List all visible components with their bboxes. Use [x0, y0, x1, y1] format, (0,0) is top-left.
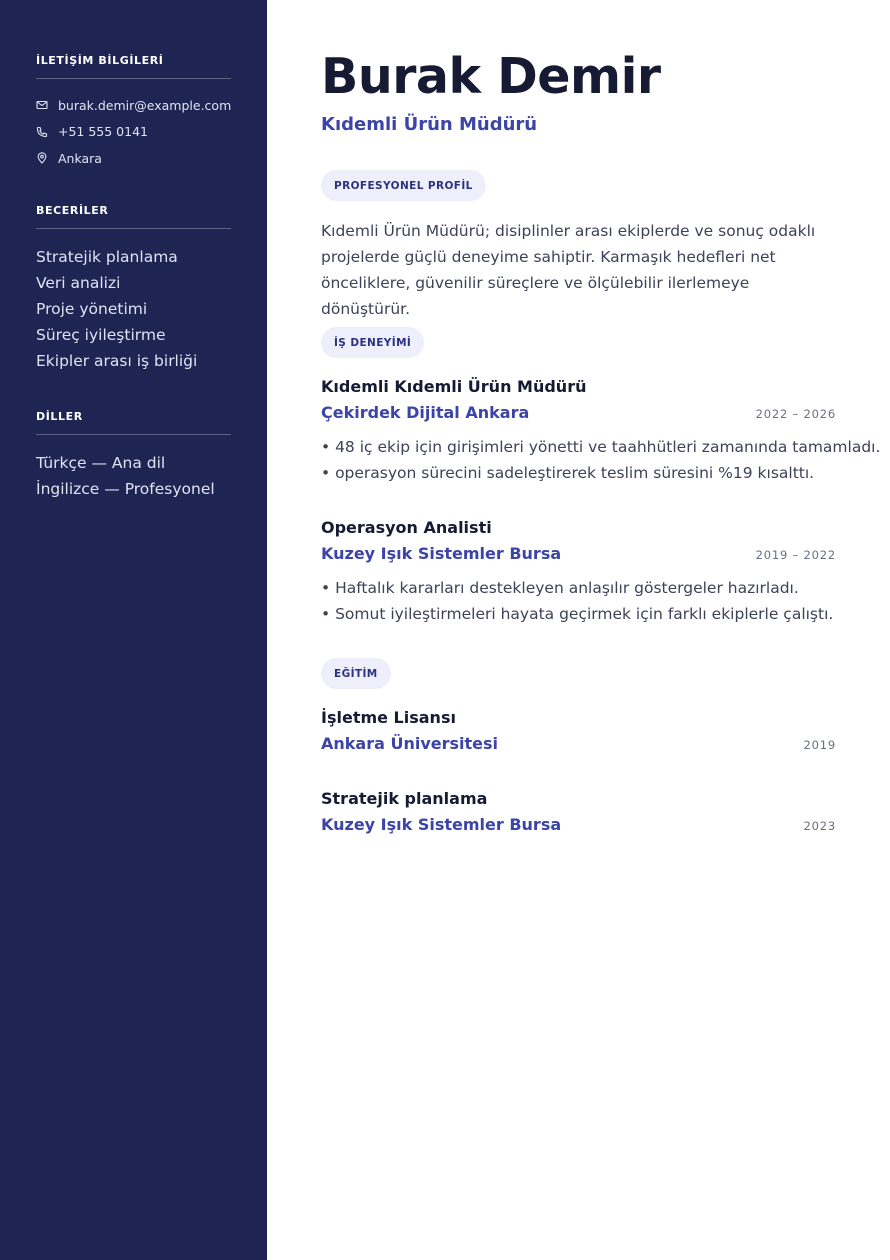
skills-heading: BECERİLER [36, 204, 231, 229]
job-bullet: • Haftalık kararları destekleyen anlaşılır göstergeler hazırladı. [321, 579, 799, 597]
education-section-pill: EĞİTİM [321, 658, 391, 689]
job-org-row [321, 544, 836, 563]
education-org-row [321, 734, 836, 753]
profile-section-pill: PROFESYONEL PROFİL [321, 170, 486, 201]
education-institution: Ankara Üniversitesi [321, 734, 499, 753]
profile-summary: Kıdemli Ürün Müdürü; disiplinler arası ekiplerde ve sonuç odaklı projelerde güçlü deneyime sahiptir. Karmaşık hedefleri net önceliklere, güvenilir süreçlere ve ölçülebilir ilerlemeye dönüştürür. [321, 222, 816, 318]
education-title: İşletme Lisansı [321, 708, 456, 727]
job-company: Çekirdek Dijital Ankara [321, 403, 530, 422]
education-institution: Kuzey Işık Sistemler Bursa [321, 815, 562, 834]
job-dates: 2019 – 2022 [755, 548, 836, 562]
contact-list [36, 92, 231, 172]
job-title: Operasyon Analisti [321, 518, 492, 537]
contact-location-text: Ankara [58, 150, 102, 166]
sidebar [0, 0, 267, 1260]
job-bullet: • operasyon sürecini sadeleştirerek teslim süresini %19 kısalttı. [321, 464, 815, 482]
phone-icon [36, 126, 48, 138]
job-bullets [321, 434, 881, 486]
skill-item: Veri analizi [36, 273, 121, 292]
location-pin-icon [36, 152, 48, 164]
job-bullet: • 48 iç ekip için girişimleri yönetti ve taahhütleri zamanında tamamladı. [321, 438, 881, 456]
education-title: Stratejik planlama [321, 789, 488, 808]
candidate-name: Burak Demir [321, 48, 661, 105]
job-bullet: • Somut iyileştirmeleri hayata geçirmek için farklı ekiplerle çalıştı. [321, 605, 834, 623]
contact-phone[interactable] [36, 119, 231, 146]
education-year: 2023 [803, 819, 836, 833]
job-dates: 2022 – 2026 [755, 407, 836, 421]
contact-location [36, 145, 231, 172]
skills-section [36, 204, 231, 374]
mail-icon [36, 99, 48, 111]
skill-item: Süreç iyileştirme [36, 325, 166, 344]
job-org-row [321, 403, 836, 422]
languages-heading: DİLLER [36, 410, 231, 435]
contact-email[interactable] [36, 92, 231, 119]
job-title: Kıdemli Kıdemli Ürün Müdürü [321, 377, 587, 396]
language-list [36, 450, 231, 502]
job-company: Kuzey Işık Sistemler Bursa [321, 544, 562, 563]
languages-section [36, 410, 231, 502]
contact-heading: İLETİŞİM BİLGİLERİ [36, 54, 231, 79]
language-item: Türkçe — Ana dil [36, 453, 166, 472]
contact-section [36, 54, 231, 172]
job-bullets [321, 575, 836, 627]
language-item: İngilizce — Profesyonel [36, 479, 215, 498]
skill-item: Ekipler arası iş birliği [36, 351, 198, 370]
skill-item: Stratejik planlama [36, 247, 178, 266]
candidate-title: Kıdemli Ürün Müdürü [321, 114, 538, 135]
skill-list [36, 244, 231, 374]
skill-item: Proje yönetimi [36, 299, 148, 318]
experience-section-pill: İŞ DENEYİMİ [321, 327, 424, 358]
education-org-row [321, 815, 836, 834]
contact-phone-text: +51 555 0141 [58, 124, 148, 140]
education-year: 2019 [803, 738, 836, 752]
contact-email-text: burak.demir@example.com [58, 97, 232, 113]
